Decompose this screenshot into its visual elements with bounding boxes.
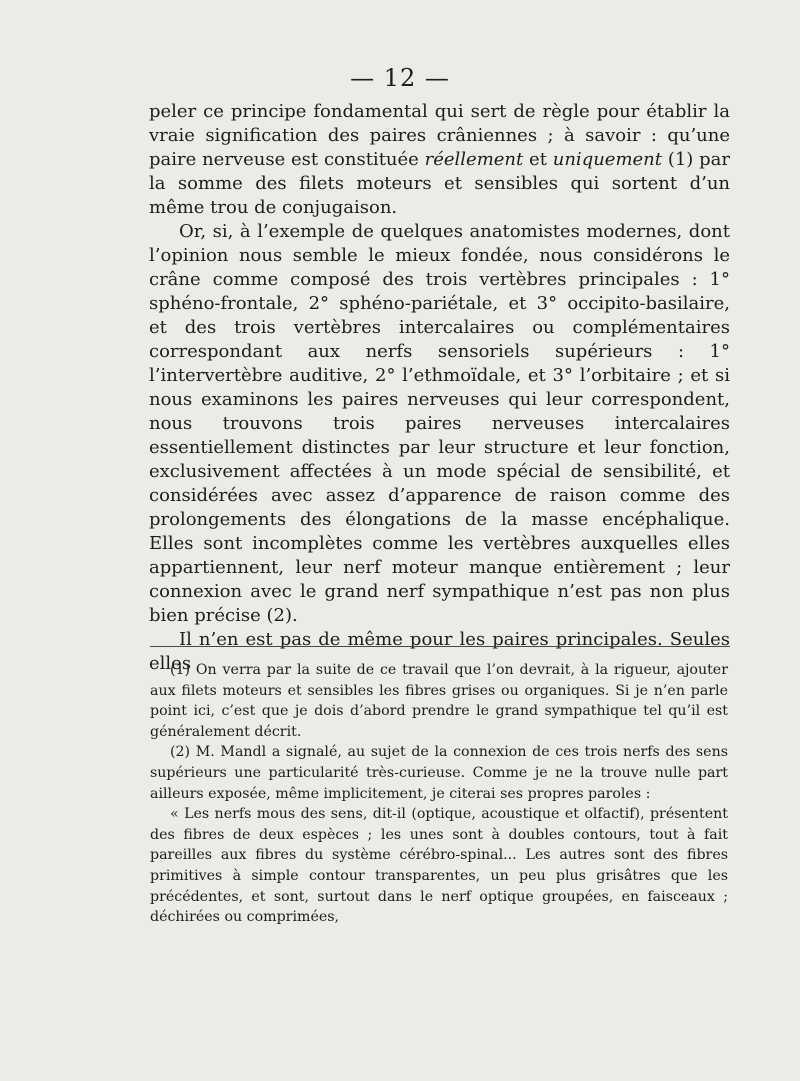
footnote: (2) M. Mandl a signalé, au sujet de la connexion de ces trois nerfs des sens supérieurs une particularité très-curieuse. Comme je ne la trouve nulle part ailleurs exposée, même implicitement, je citerai ses propres paroles :: [150, 744, 728, 802]
text-run: (1) par la somme des filets moteurs et sensibles qui sortent d’un même trou de conjugaison.: [149, 149, 730, 218]
text-run: et: [523, 149, 553, 170]
page-number: — 12 —: [350, 64, 450, 92]
footnote-quote: « Les nerfs mous des sens, dit-il (optique, acoustique et olfactif), présentent des fibres de deux espèces ; les unes sont à doubles contours, tout à fait pareilles aux fibres du système cérébro-spinal... Les autres sont des fibres primitives à simple contour transparentes, un peu plus grisâtres que les précédentes, et sont, surtout dans le nerf optique groupées, en faisceaux ; déchirées ou comprimées,: [150, 806, 728, 926]
footnote-divider: [150, 646, 730, 647]
italic-run: uniquement: [552, 149, 663, 170]
text-run: Or, si, à l’exemple de quelques anatomistes modernes, dont l’opinion nous semble le mieux fondée, nous considérons le crâne comme composé des trois vertèbres principales : 1° sphéno-frontale, 2° sphéno-pariétale, et 3° occipito-basilaire, et des trois vertèbres intercalaires ou complémentaires correspondant aux nerfs sensoriels supérieurs : 1° l’intervertèbre auditive, 2° l’ethmoïdale, et 3° l’orbitaire ; et si nous examinons les paires nerveuses qui leur correspondent, nous trouvons trois paires nerveuses intercalaires essentiellement distinctes par leur structure et leur fonction, exclusivement affectées à un mode spécial de sensibilité, et considérées avec assez d’apparence de raison comme des prolongements des élongations de la masse encéphalique. Elles sont incomplètes comme les vertèbres auxquelles elles appartiennent, leur nerf moteur manque entièrement ; leur connexion avec le grand nerf sympathique n’est pas non plus bien précise (2).: [149, 221, 730, 626]
footnote: (1) On verra par la suite de ce travail que l’on devrait, à la rigueur, ajouter aux filets moteurs et sensibles les fibres grises ou organiques. Si je n’en parle point ici, c’est que je dois d’abord prendre le grand sympathique tel qu’il est généralement décrit.: [150, 662, 728, 740]
text-run: Il n’en est pas de même pour les paires principales. Seules elles: [149, 629, 730, 674]
footnotes: [150, 660, 728, 928]
paragraph: [149, 100, 730, 220]
italic-run: réellement: [424, 149, 524, 170]
paragraph: [149, 220, 730, 628]
main-text: [149, 100, 730, 676]
text-run: peler ce principe fondamental qui sert de règle pour établir la vraie signification des paires crâniennes ; à savoir : qu’une paire nerveuse est constituée: [149, 101, 730, 170]
